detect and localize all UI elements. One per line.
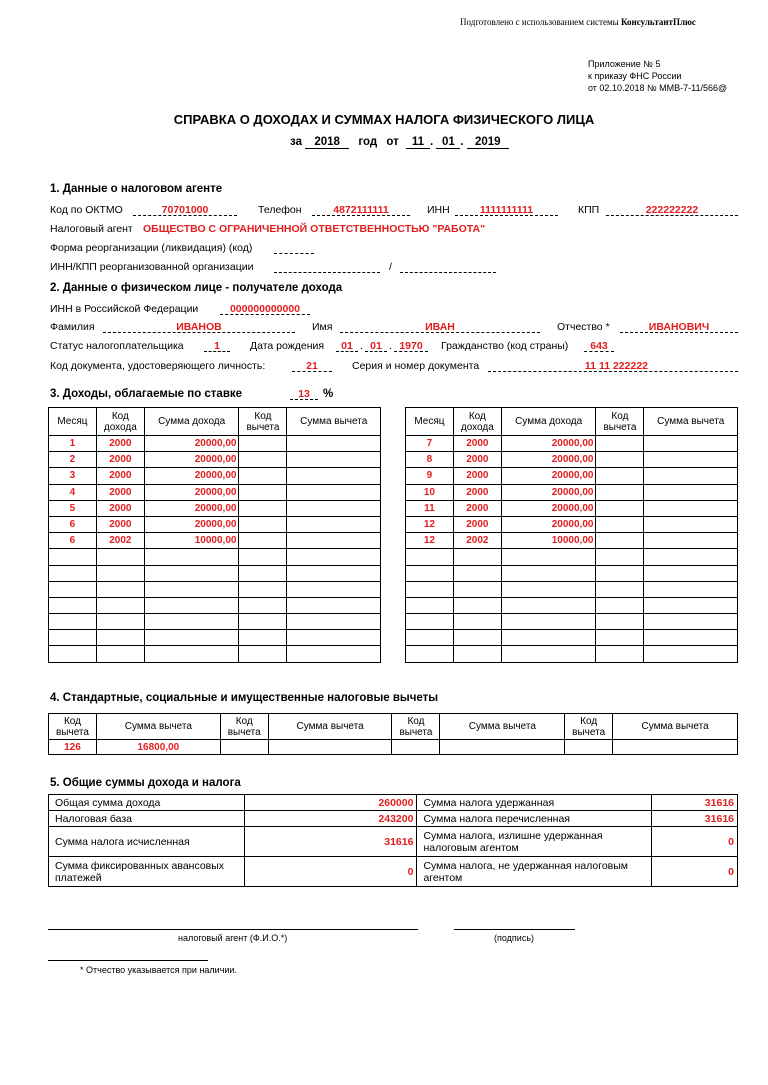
total-label: Сумма налога перечисленная (417, 811, 652, 827)
deduction-code-cell (239, 516, 287, 532)
section1-title: 1. Данные о налоговом агенте (50, 183, 223, 195)
income-code-cell: 2000 (453, 468, 501, 484)
table-row (406, 565, 738, 581)
ded-code-header: Код вычета (49, 714, 97, 740)
month-cell: 11 (406, 500, 454, 516)
deduction-sum-cell (287, 565, 381, 581)
table-row (406, 630, 738, 646)
deduction-sum-cell (644, 581, 738, 597)
income-sum-cell: 20000,00 (144, 516, 239, 532)
deduction-code-cell (596, 452, 644, 468)
month-cell (49, 646, 97, 662)
deduction-code-cell (239, 484, 287, 500)
table-row (49, 811, 738, 827)
table-row (406, 436, 738, 452)
income-sum-cell (501, 565, 596, 581)
deduction-code-cell (596, 484, 644, 500)
col-deduction-sum: Сумма вычета (644, 408, 738, 436)
income-sum-cell (144, 581, 239, 597)
inn-label: ИНН (427, 204, 450, 216)
income-code-cell: 2000 (96, 436, 144, 452)
section2-title: 2. Данные о физическом лице - получателе дохода (50, 282, 343, 294)
deduction-sum-cell (644, 549, 738, 565)
agent-value: ОБЩЕСТВО С ОГРАНИЧЕННОЙ ОТВЕТСТВЕННОСТЬЮ "РАБОТА" (143, 223, 486, 235)
month-cell (406, 597, 454, 613)
deduction-sum-cell (644, 484, 738, 500)
ded-code (565, 740, 613, 755)
reorg-kpp-value (400, 261, 496, 273)
section5-title: 5. Общие суммы дохода и налога (50, 777, 241, 789)
deduction-code-cell (239, 630, 287, 646)
deduction-sum-cell (644, 468, 738, 484)
month-cell: 6 (49, 516, 97, 532)
income-sum-cell (144, 597, 239, 613)
deduction-sum-cell (287, 630, 381, 646)
phone-label: Телефон (258, 204, 302, 216)
month-cell (49, 630, 97, 646)
deduction-code-cell (239, 549, 287, 565)
surname-value: ИВАНОВ (103, 321, 295, 333)
appendix-block (588, 58, 727, 94)
month-cell: 6 (49, 533, 97, 549)
patronymic-value: ИВАНОВИЧ (620, 321, 738, 333)
appendix-line: к приказу ФНС России (588, 71, 682, 81)
income-code-cell (453, 597, 501, 613)
ded-sum: 16800,00 (96, 740, 220, 755)
month-cell (49, 597, 97, 613)
total-value: 31616 (652, 811, 738, 827)
deduction-sum-cell (644, 597, 738, 613)
table-row (49, 795, 738, 811)
income-code-cell: 2002 (96, 533, 144, 549)
deduction-code-cell (239, 500, 287, 516)
table-row (406, 597, 738, 613)
deduction-sum-cell (287, 533, 381, 549)
total-label: Сумма налога, не удержанная налоговым агентом (417, 857, 652, 887)
agent-sign-caption: налоговый агент (Ф.И.О.*) (178, 933, 288, 943)
deduction-sum-cell (644, 646, 738, 662)
month-cell (49, 614, 97, 630)
table-row (406, 484, 738, 500)
citizenship-value: 643 (584, 340, 614, 352)
period-ot-label: от (386, 136, 399, 148)
document-title: СПРАВКА О ДОХОДАХ И СУММАХ НАЛОГА ФИЗИЧЕСКОГО ЛИЦА (173, 112, 595, 127)
total-value: 0 (244, 857, 417, 887)
income-sum-cell: 10000,00 (144, 533, 239, 549)
ded-code (220, 740, 268, 755)
deduction-code-cell (596, 646, 644, 662)
deduction-sum-cell (644, 436, 738, 452)
percent-sign: % (323, 388, 334, 400)
total-value: 31616 (244, 827, 417, 857)
deduction-code-cell (239, 614, 287, 630)
deductions-table (48, 713, 738, 755)
month-cell (406, 581, 454, 597)
ded-sum-header: Сумма вычета (268, 714, 392, 740)
income-code-cell: 2000 (96, 516, 144, 532)
col-deduction-code: Код вычета (596, 408, 644, 436)
total-value: 243200 (244, 811, 417, 827)
income-sum-cell: 20000,00 (144, 436, 239, 452)
income-sum-cell: 20000,00 (144, 452, 239, 468)
prepared-prefix: Подготовлено с использованием системы (460, 17, 619, 27)
ded-code (392, 740, 440, 755)
deduction-code-cell (596, 500, 644, 516)
total-label: Налоговая база (49, 811, 245, 827)
oktmo-value: 70701000 (133, 204, 237, 216)
deduction-sum-cell (287, 468, 381, 484)
name-label: Имя (312, 321, 333, 333)
income-table-right (405, 407, 738, 663)
period-month: 01 (436, 136, 460, 149)
kpp-value: 222222222 (606, 204, 738, 216)
period-day: 11 (406, 136, 430, 149)
deduction-code-cell (596, 436, 644, 452)
month-cell: 5 (49, 500, 97, 516)
surname-label: Фамилия (50, 321, 95, 333)
ded-sum-header: Сумма вычета (440, 714, 565, 740)
phone-value: 4872111111 (312, 204, 410, 216)
doc-code-label: Код документа, удостоверяющего личность: (50, 360, 266, 372)
income-sum-cell: 20000,00 (501, 500, 596, 516)
income-code-cell (453, 646, 501, 662)
table-row (49, 646, 381, 662)
col-income-code: Код дохода (453, 408, 501, 436)
total-label: Сумма фиксированных авансовых платежей (49, 857, 245, 887)
table-row (406, 614, 738, 630)
deduction-sum-cell (644, 500, 738, 516)
income-sum-cell: 20000,00 (144, 484, 239, 500)
col-month: Месяц (406, 408, 454, 436)
patronymic-label: Отчество * (557, 321, 610, 333)
income-code-cell (96, 646, 144, 662)
signature-line (454, 929, 575, 930)
deduction-code-cell (596, 533, 644, 549)
deduction-code-cell (239, 468, 287, 484)
period-year2: 2019 (467, 136, 509, 149)
name-value: ИВАН (340, 321, 540, 333)
col-deduction-code: Код вычета (239, 408, 287, 436)
table-row (406, 468, 738, 484)
table-row (406, 533, 738, 549)
table-row (49, 614, 381, 630)
income-table-left (48, 407, 381, 663)
table-row (49, 452, 381, 468)
month-cell (49, 549, 97, 565)
income-sum-cell: 20000,00 (501, 516, 596, 532)
income-sum-cell: 20000,00 (501, 436, 596, 452)
income-code-cell: 2000 (96, 452, 144, 468)
month-cell (49, 565, 97, 581)
doc-number-label: Серия и номер документа (352, 360, 480, 372)
income-code-cell (453, 614, 501, 630)
income-code-cell (453, 549, 501, 565)
period-god-label: год (358, 136, 378, 148)
ded-sum (268, 740, 392, 755)
ded-code: 126 (49, 740, 97, 755)
deduction-sum-cell (287, 549, 381, 565)
col-income-sum: Сумма дохода (501, 408, 596, 436)
agent-label: Налоговый агент (50, 223, 133, 235)
birth-day: 01 (336, 340, 358, 352)
table-row (49, 549, 381, 565)
col-deduction-sum: Сумма вычета (287, 408, 381, 436)
income-code-cell (453, 630, 501, 646)
deduction-sum-cell (287, 516, 381, 532)
total-label: Общая сумма дохода (49, 795, 245, 811)
income-sum-cell: 20000,00 (144, 500, 239, 516)
inn-value: 1111111111 (455, 204, 558, 216)
ded-sum (440, 740, 565, 755)
month-cell: 8 (406, 452, 454, 468)
citizenship-label: Гражданство (код страны) (441, 340, 569, 352)
deduction-sum-cell (644, 565, 738, 581)
total-label: Сумма налога, излишне удержанная налоговым агентом (417, 827, 652, 857)
month-cell (406, 565, 454, 581)
prepared-brand: КонсультантПлюс (620, 17, 696, 27)
deduction-sum-cell (287, 452, 381, 468)
deduction-code-cell (239, 581, 287, 597)
income-sum-cell: 20000,00 (144, 468, 239, 484)
table-row (49, 500, 381, 516)
table-row (406, 646, 738, 662)
income-code-cell: 2000 (453, 516, 501, 532)
table-row (49, 436, 381, 452)
table-row (49, 484, 381, 500)
month-cell: 7 (406, 436, 454, 452)
birth-month: 01 (365, 340, 387, 352)
income-code-cell: 2000 (453, 484, 501, 500)
table-row (49, 468, 381, 484)
income-code-cell (96, 630, 144, 646)
doc-code-value: 21 (292, 360, 332, 372)
reorg-innkpp-label: ИНН/КПП реорганизованной организации (50, 261, 254, 273)
section4-title: 4. Стандартные, социальные и имущественные налоговые вычеты (50, 692, 439, 704)
income-sum-cell (144, 646, 239, 662)
birth-label: Дата рождения (250, 340, 325, 352)
month-cell (49, 581, 97, 597)
reorg-form-value (274, 242, 314, 254)
period-za-label: за (290, 136, 302, 148)
appendix-line: Приложение № 5 (588, 59, 661, 69)
deduction-sum-cell (287, 484, 381, 500)
month-cell (406, 630, 454, 646)
income-sum-cell: 20000,00 (501, 468, 596, 484)
deduction-sum-cell (644, 533, 738, 549)
table-row (49, 740, 738, 755)
reorg-slash: / (389, 261, 392, 273)
table-row (406, 516, 738, 532)
ded-code-header: Код вычета (565, 714, 613, 740)
section3-title: 3. Доходы, облагаемые по ставке (50, 388, 243, 400)
deduction-code-cell (239, 565, 287, 581)
income-sum-cell (144, 614, 239, 630)
col-income-code: Код дохода (96, 408, 144, 436)
deduction-sum-cell (287, 581, 381, 597)
month-cell: 10 (406, 484, 454, 500)
ded-code-header: Код вычета (220, 714, 268, 740)
total-value: 260000 (244, 795, 417, 811)
month-cell: 1 (49, 436, 97, 452)
income-sum-cell (501, 581, 596, 597)
income-sum-cell: 10000,00 (501, 533, 596, 549)
reorg-inn-value (274, 261, 380, 273)
income-sum-cell (501, 614, 596, 630)
col-income-sum: Сумма дохода (144, 408, 239, 436)
table-row (406, 500, 738, 516)
table-row (49, 630, 381, 646)
person-inn-label: ИНН в Российской Федерации (50, 303, 199, 315)
income-code-cell (453, 565, 501, 581)
total-value: 31616 (652, 795, 738, 811)
total-value: 0 (652, 857, 738, 887)
total-value: 0 (652, 827, 738, 857)
deduction-sum-cell (644, 516, 738, 532)
total-label: Сумма налога удержанная (417, 795, 652, 811)
income-code-cell (96, 565, 144, 581)
income-sum-cell (501, 646, 596, 662)
month-cell: 12 (406, 516, 454, 532)
totals-table (48, 794, 738, 887)
table-row (49, 533, 381, 549)
deduction-sum-cell (644, 630, 738, 646)
income-code-cell: 2000 (453, 436, 501, 452)
month-cell (406, 549, 454, 565)
month-cell: 2 (49, 452, 97, 468)
agent-sign-line (48, 929, 418, 930)
deduction-code-cell (239, 646, 287, 662)
table-row (49, 857, 738, 887)
table-row (49, 516, 381, 532)
deduction-code-cell (596, 516, 644, 532)
ded-code-header: Код вычета (392, 714, 440, 740)
income-sum-cell (144, 549, 239, 565)
month-cell (406, 646, 454, 662)
income-code-cell (96, 549, 144, 565)
table-row (406, 549, 738, 565)
deduction-code-cell (239, 533, 287, 549)
period-year: 2018 (305, 136, 349, 149)
deduction-code-cell (596, 581, 644, 597)
month-cell (406, 614, 454, 630)
deduction-code-cell (596, 630, 644, 646)
income-code-cell (96, 597, 144, 613)
income-sum-cell (501, 597, 596, 613)
person-inn-value: 000000000000 (220, 303, 310, 315)
month-cell: 3 (49, 468, 97, 484)
status-value: 1 (204, 340, 230, 352)
deduction-code-cell (596, 549, 644, 565)
kpp-label: КПП (578, 204, 600, 216)
income-code-cell: 2000 (96, 500, 144, 516)
appendix-line: от 02.10.2018 № ММВ-7-11/566@ (588, 83, 728, 93)
ded-sum (613, 740, 738, 755)
deduction-code-cell (239, 452, 287, 468)
income-code-cell (96, 614, 144, 630)
income-code-cell (96, 581, 144, 597)
footnote-line (48, 960, 208, 961)
footnote: * Отчество указывается при наличии. (80, 965, 237, 975)
total-label: Сумма налога исчисленная (49, 827, 245, 857)
deduction-sum-cell (287, 646, 381, 662)
income-sum-cell (144, 630, 239, 646)
income-code-cell: 2000 (453, 452, 501, 468)
deduction-code-cell (596, 468, 644, 484)
status-label: Статус налогоплательщика (50, 340, 184, 352)
table-row (406, 452, 738, 468)
deduction-code-cell (596, 565, 644, 581)
period-line: за 2018 год от 11 . 01 . 2019 (290, 136, 509, 149)
income-code-cell: 2002 (453, 533, 501, 549)
income-sum-cell: 20000,00 (501, 452, 596, 468)
table-row (406, 581, 738, 597)
deduction-sum-cell (287, 597, 381, 613)
birth-dot: . (360, 340, 363, 352)
deduction-sum-cell (644, 452, 738, 468)
month-cell: 9 (406, 468, 454, 484)
income-sum-cell (144, 565, 239, 581)
oktmo-label: Код по ОКТМО (50, 204, 123, 216)
income-sum-cell: 20000,00 (501, 484, 596, 500)
deduction-code-cell (596, 614, 644, 630)
deduction-sum-cell (644, 614, 738, 630)
deduction-sum-cell (287, 614, 381, 630)
deduction-code-cell (239, 597, 287, 613)
income-sum-cell (501, 549, 596, 565)
ded-sum-header: Сумма вычета (613, 714, 738, 740)
income-code-cell: 2000 (96, 468, 144, 484)
reorg-form-label: Форма реорганизации (ликвидация) (код) (50, 242, 253, 254)
tax-rate: 13 (290, 388, 318, 400)
table-row (49, 581, 381, 597)
month-cell: 12 (406, 533, 454, 549)
birth-year: 1970 (394, 340, 428, 352)
deduction-sum-cell (287, 436, 381, 452)
doc-number-value: 11 11 222222 (488, 360, 738, 372)
table-row (49, 597, 381, 613)
deduction-code-cell (239, 436, 287, 452)
deduction-sum-cell (287, 500, 381, 516)
ded-sum-header: Сумма вычета (96, 714, 220, 740)
income-code-cell: 2000 (453, 500, 501, 516)
signature-caption: (подпись) (494, 933, 535, 943)
col-month: Месяц (49, 408, 97, 436)
income-code-cell: 2000 (96, 484, 144, 500)
month-cell: 4 (49, 484, 97, 500)
table-row (49, 827, 738, 857)
income-code-cell (453, 581, 501, 597)
table-row (49, 565, 381, 581)
income-sum-cell (501, 630, 596, 646)
birth-dot: . (389, 340, 392, 352)
deduction-code-cell (596, 597, 644, 613)
prepared-note (460, 17, 696, 27)
